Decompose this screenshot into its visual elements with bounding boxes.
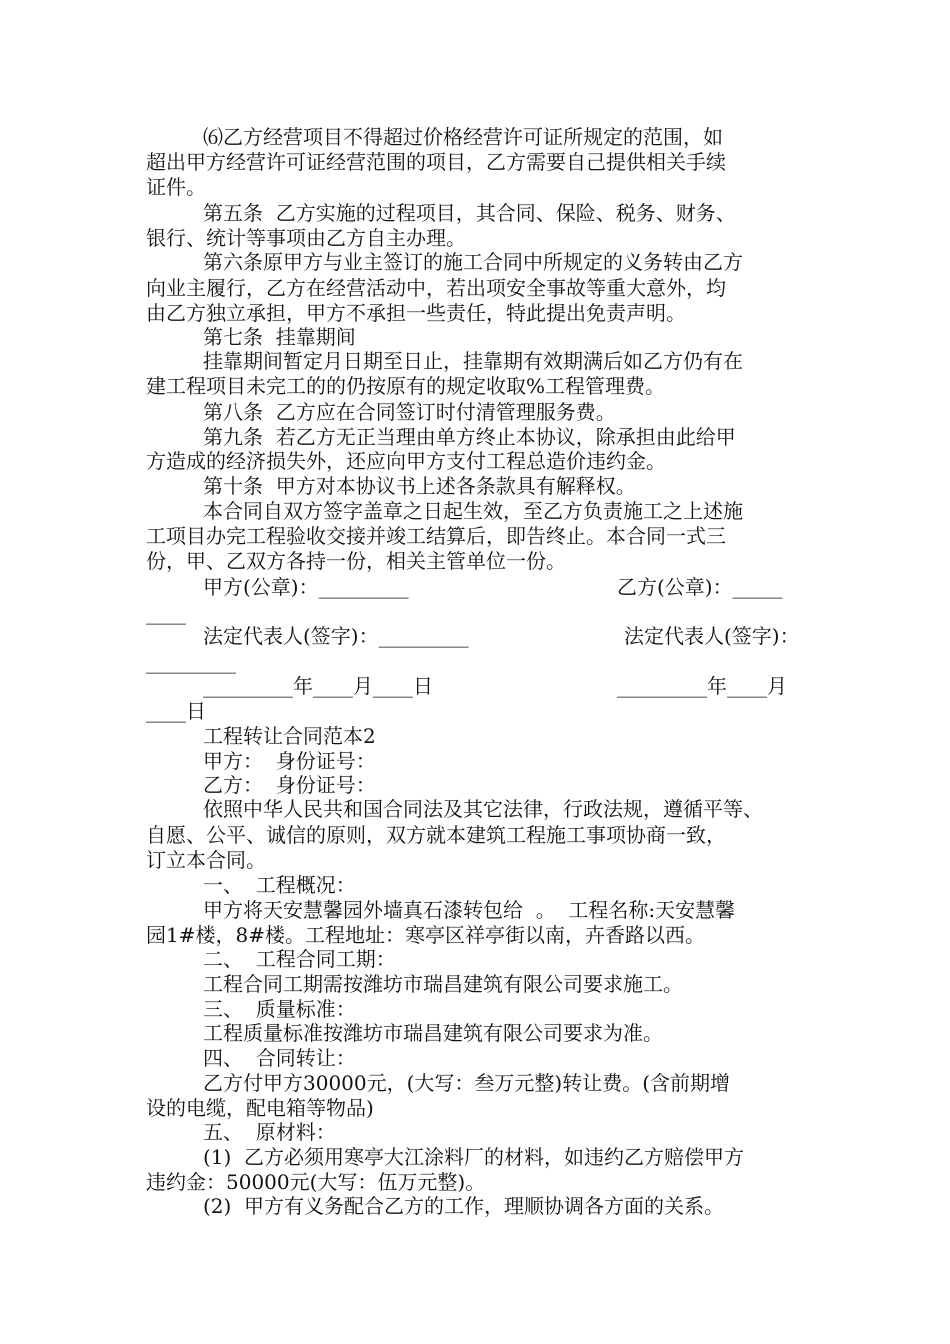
- paragraph-line: (1) 乙方必须用寒亭大江涂料厂的材料，如违约乙方赔偿甲方: [203, 1145, 745, 1169]
- party-b-date-line: _________年____月: [617, 674, 787, 698]
- paragraph-line: 份，甲、乙双方各持一份，相关主管单位一份。: [146, 549, 566, 573]
- paragraph-line: 方造成的经济损失外，还应向甲方支付工程总造价违约金。: [146, 449, 666, 473]
- paragraph-line: 由乙方独立承担，甲方不承担一些责任，特此提出免责声明。: [146, 301, 686, 325]
- paragraph-line: 甲方将天安慧馨园外墙真石漆转包给 。 工程名称:天安慧馨: [203, 898, 736, 922]
- paragraph-line: 建工程项目未完工的的仍按原有的规定收取%工程管理费。: [146, 374, 666, 398]
- signature-continuation: ____: [146, 601, 186, 625]
- paragraph-line: 挂靠期间暂定月日期至日止，挂靠期有效期满后如乙方仍有在: [203, 349, 743, 373]
- paragraph-line: 本合同自双方签字盖章之日起生效，至乙方负责施工之上述施: [203, 499, 743, 523]
- party-a-representative-line: 法定代表人(签字)：_________: [203, 624, 469, 648]
- paragraph-line: 订立本合同。: [146, 848, 266, 872]
- clause-heading: 四、 合同转让：: [203, 1046, 356, 1070]
- paragraph-line: 违约金：50000元(大写：伍万元整)。: [146, 1170, 486, 1194]
- paragraph-line: 自愿、公平、诚信的原则，双方就本建筑工程施工事项协商一致，: [146, 823, 726, 847]
- paragraph-line: (2) 甲方有义务配合乙方的工作，理顺协调各方面的关系。: [203, 1194, 725, 1218]
- party-a-id-line: 甲方： 身份证号：: [203, 749, 376, 773]
- paragraph-line: 工项目办完工程验收交接并竣工结算后，即告终止。本合同一式三: [146, 524, 726, 548]
- paragraph-line: 向业主履行，乙方在经营活动中，若出项安全事故等重大意外，均: [146, 276, 726, 300]
- paragraph-line: ⑹乙方经营项目不得超过价格经营许可证所规定的范围，如: [203, 125, 723, 149]
- signature-continuation: _________: [146, 650, 236, 674]
- party-b-id-line: 乙方： 身份证号：: [203, 773, 376, 797]
- paragraph-line: 第十条 甲方对本协议书上述各条款具有解释权。: [203, 474, 636, 498]
- paragraph-line: 超出甲方经营许可证经营范围的项目，乙方需要自己提供相关手续: [146, 150, 726, 174]
- paragraph-line: 依照中华人民共和国合同法及其它法律，行政法规，遵循平等、: [203, 797, 763, 821]
- paragraph-line: 工程合同工期需按潍坊市瑞昌建筑有限公司要求施工。: [203, 972, 683, 996]
- article-heading: 第七条 挂靠期间: [203, 325, 356, 349]
- clause-heading: 三、 质量标准：: [203, 997, 356, 1021]
- paragraph-line: 乙方付甲方30000元，(大写：叁万元整)转让费。(含前期增: [203, 1071, 731, 1095]
- paragraph-line: 第五条 乙方实施的过程项目，其合同、保险、税务、财务、: [203, 201, 736, 225]
- paragraph-line: 银行、统计等事项由乙方自主办理。: [146, 226, 466, 250]
- party-a-date-line: _________年____月____日: [203, 674, 433, 698]
- party-b-representative-line: 法定代表人(签字)：: [624, 624, 800, 648]
- clause-heading: 五、 原材料：: [203, 1120, 336, 1144]
- party-b-seal-line: 乙方(公章)：_____: [617, 575, 783, 599]
- paragraph-line: 设的电缆，配电箱等物品): [146, 1096, 374, 1120]
- paragraph-line: 工程质量标准按潍坊市瑞昌建筑有限公司要求为准。: [203, 1021, 663, 1045]
- section-title: 工程转让合同范本2: [203, 724, 376, 748]
- clause-heading: 一、 工程概况：: [203, 873, 356, 897]
- paragraph-line: 第六条原甲方与业主签订的施工合同中所规定的义务转由乙方: [203, 250, 743, 274]
- party-a-seal-line: 甲方(公章)：_________: [203, 575, 409, 599]
- clause-heading: 二、 工程合同工期：: [203, 947, 396, 971]
- paragraph-line: 证件。: [146, 175, 206, 199]
- paragraph-line: 第八条 乙方应在合同签订时付清管理服务费。: [203, 400, 616, 424]
- date-continuation: ____日: [146, 699, 206, 723]
- paragraph-line: 园1#楼，8#楼。工程地址：寒亭区祥亭街以南，卉香路以西。: [146, 923, 705, 947]
- paragraph-line: 第九条 若乙方无正当理由单方终止本协议，除承担由此给甲: [203, 425, 736, 449]
